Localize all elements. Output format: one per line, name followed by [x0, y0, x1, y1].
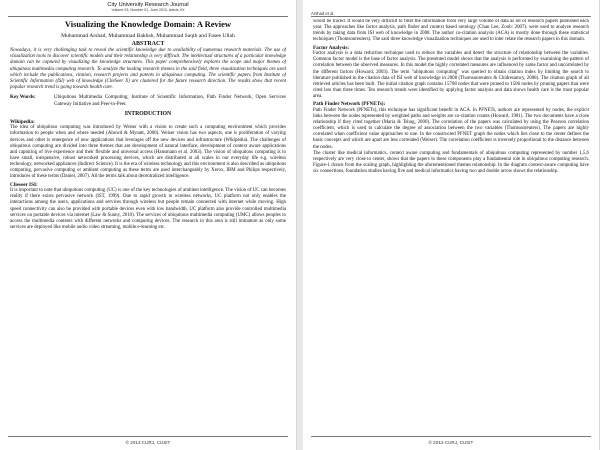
paper-authors: Muhammad Arshad, Muhammad Bakhsh, Muhammad Saqib and Fasee Ullah	[61, 33, 235, 39]
wikipedia-paragraph: The idea of ubiquitous computing was introduced by Weiser with a vision to create such a computing environment which provides information to people when and where needed (Abowd & Mynatt, 2000). Weiser vision has two aspects, one is proliferation of varying devices and other is emergence of new applications that leverages off the new devices and infrastructure (Wikipedia). The challenges of ubiquitous computing are divided into three themes that are development of natural interface, development of context aware applications and capturing of live experience and their flexible and universal access (Hansmann et al. 2003). The vision of ubiquitous computing is to have small, inexpensive, robust networked processing devices, which are distributed at all scales in our everyday life e.g. wireless technology, networked appliances (Indirect Science). It is the era of wireless technology and this environment is also described as ubiquitous computing, pervasive computing or ambient computing as these terms are used interchangeably by Xerox, IBM and Philips respectively, introduces of these terms (Daniel, 2007). All the terms talk about decentralized intelligence.	[10, 125, 286, 180]
journal-header	[8, 2, 288, 17]
clieseer-paragraph: It is important to note that ubiquitous computing (UC) is one of the key technologies of ambient intelligence. The vision of UC can becomes reality if there exists pervasive network (IST, 1999). Due to rapid growth in wireless networks, UC platform not only enables the interactions among the users, applications and services through wireless but people remain connected with internet while moving. High speed connectivity can also be provided with portable devices even with low bandwidth. UC platform also provide controlled multimedia services on portable devices via internet (Law & Sunny, 2010). The services of ubiquitous multimedia computing (UMC) allows peoples to access the multimedia contents with different networks and computing devices. The research in this area is still immature as only some services are deployed like mobile audio video streaming, mobile e-learning etc.	[10, 188, 286, 230]
right-page-footer: © 2013 CURJ, CUSIT	[311, 436, 591, 448]
left-page-body	[10, 19, 286, 435]
wikipedia-heading: Wikipedia:	[10, 118, 35, 125]
left-page-footer: © 2013 CURJ, CUSIT	[8, 436, 288, 448]
intro-continued-paragraph: would be traced. It would be very difficult to filter the information from very large volume of data as lot of research papers published each year. The approaches like factor analysis, path finder and context based ontology (Chan Lee, Zoob: 2007). were used to analyze research trends by taking data from ISI web of knowledge in 2008. The author co-citation analysis (ACA) is mostly done through these statistical techniques (Thomsonreuters). The said three knowledge visualization techniques are used to inter relate the research papers in this domain.	[313, 19, 589, 43]
keywords-text: Ubiquitous Multimedia Computing, Institute of Scientific Information, Path Finder Network, Open Services Gateway Initiative and Peer-to-Peer.	[54, 95, 286, 107]
left-page	[0, 0, 297, 450]
paper-title: Visualizing the Knowledge Domain: A Review	[64, 19, 232, 29]
abstract-heading: ABSTRACT	[131, 41, 165, 47]
pathfinder-paragraph: Path Finder Network (PFNETs), this technique has significant benefit in ACA. In PFNETs, authors are represented by nodes, the explicit links between the nodes represented by weighted paths and weights are co-citation counts (Howard, 1981). The two documents have a close relationship if they cited together (Maria & Tshug, 2000). The correlation of the papers was calculated by using the Pearson correlation coefficient, which is used to calculate the degree of association between the two variables (Thomsonreuters). The papers are highly correlated when coefficient value approaches to one. In the constructed PFNET graph the nodes which lies close to the center defines the basic concepts and which are apart are less correlated (Weiser). The correlation coefficient is inversely proportional to the distance between the nodes.	[313, 107, 589, 150]
abstract-text: Nowadays, it is very challenging task to reveal the scientific knowledge due to availability of numerous research materials. The use of visualization tools to discover scientific models and their relationship is very difficult. The intellectual structures of a particular knowledge domain can be captured by visualizing the knowledge structures. This paper comprehensively explores the scope and major themes of ubiquitous multimedia computing research. To analyze the leading research themes in the said field, three visualization techniques are used which include the publications, citation, research projects and patents in ubiquitous computing. The scientific papers from Institute of Scientific Information (ISI) web of knowledge (ClieSeer X) are clustered for the future research direction. The results show that recent popular research trend is going towards health care.	[10, 48, 286, 91]
factor-analysis-paragraph: Factor analysis is a data reduction technique used to reduce the variables and detect the structure of relationship between the variables. Common factor model is the base of factor analysis. The presented model shows that the analysis is performed by examining the pattern of correlation between the observed measures. In this model the highly correlated measures are influenced by same factor and uncorrelated by the different factors (Howard, 2003). The term "ubiquitous computing" was queried to obtain citation index by limiting the search to literature published in the citation data of ISI web of knowledge in 2008 (Thomsonreuters & Chidresamcy, 2008). The citation graph of all retrieved articles has been built. The initial citation graph contains 15708 nodes that were pruned to 1506 nodes by pruning papers that were cited less than three times. Ten research trends were identified by applying factor analysis and data shows health care is the most popular area.	[313, 51, 589, 100]
clieseer-heading: Clieseer ISI:	[10, 181, 38, 188]
right-page-header	[311, 2, 591, 17]
cluster-paragraph: The cluster like medical informatics, context aware computing and fundamentals of ubiquitous computing represented by number 1,5,6 respectively are very close to center, shows that the papers in these components play a fundamental role in ubiquitous computing research. Figure-1 drawn from the scaling graph, highlighting the aforementioned themes relationship. In the diagram context-aware computing have six connections, foundation studies having five and medical informatics having two and double arrow shows the relationship.	[313, 150, 589, 175]
keywords-label: Key Words:	[10, 95, 36, 101]
introduction-heading: INTRODUCTION	[124, 110, 172, 117]
right-page	[303, 0, 600, 450]
pathfinder-heading: Path Finder Network (PFNETs):	[313, 101, 386, 108]
right-page-body	[313, 19, 589, 435]
journal-volume-info: Volume 03, Number 01, June 2013, Article XX	[111, 8, 185, 12]
factor-analysis-heading: Factor Analysis:	[313, 44, 350, 51]
running-head: Arshad et al.	[311, 11, 335, 16]
journal-name: City University Research Journal	[107, 2, 189, 8]
keywords-block	[10, 95, 286, 107]
